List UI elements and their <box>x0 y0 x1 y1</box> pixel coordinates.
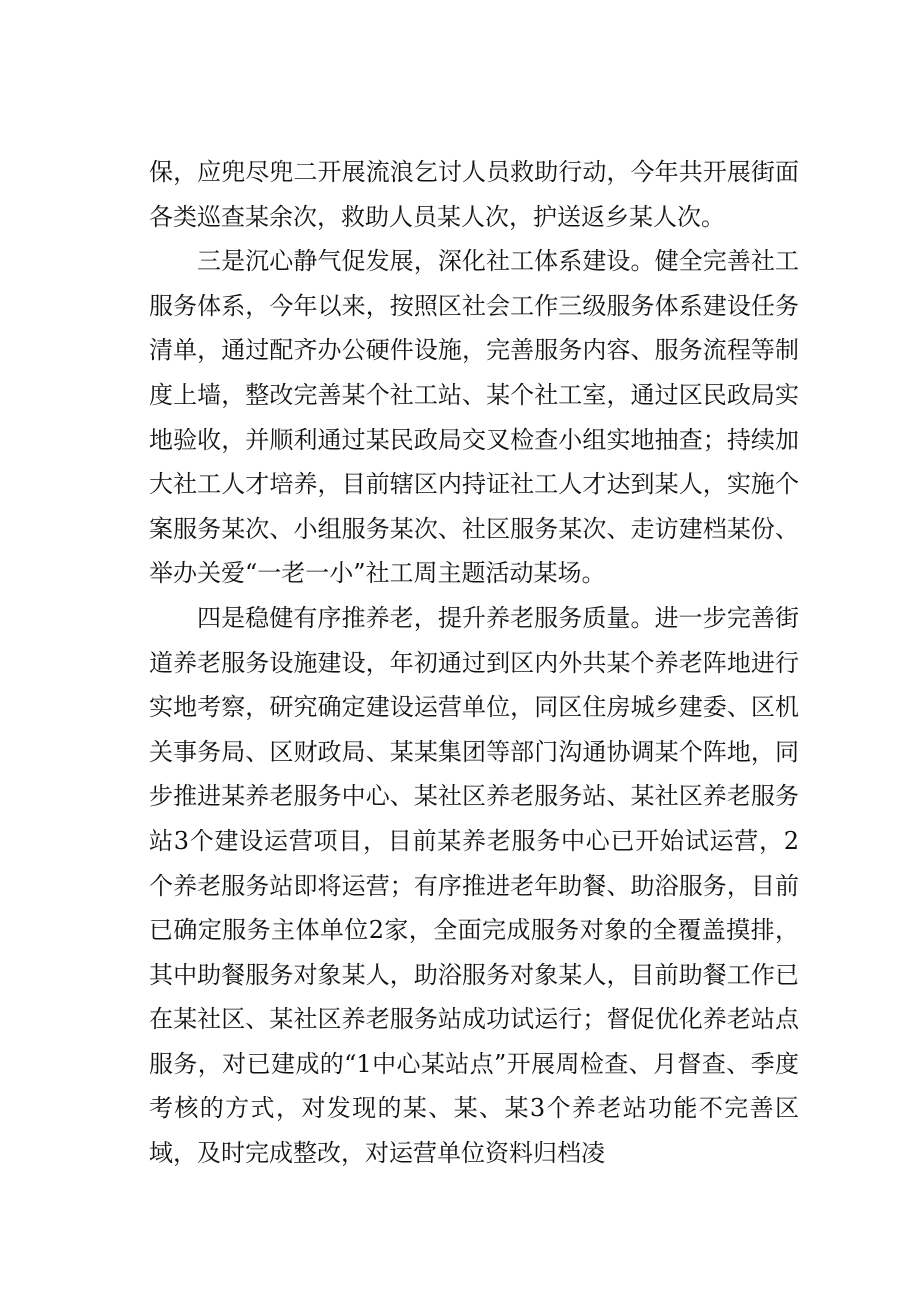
paragraph-1: 保，应兜尽兜二开展流浪乞讨人员救助行动，今年共开展街面各类巡查某余次，救助人员某人次，护送返乡某人次。 <box>149 158 799 231</box>
paragraph-3: 四是稳健有序推养老，提升养老服务质量。进一步完善街道养老服务设施建设，年初通过到区内外共某个养老阵地进行实地考察，研究确定建设运营单位，同区住房城乡建委、区机关事务局、区财政局、某某集团等部门沟通协调某个阵地，同步推进某养老服务中心、某社区养老服务站、某社区养老服务站3个建设运营项目，目前某养老服务中心已开始试运营，2个养老服务站即将运营；有序推进老年助餐、助浴服务，目前已确定服务主体单位2家，全面完成服务对象的全覆盖摸排，其中助餐服务对象某人，助浴服务对象某人，目前助餐工作已在某社区、某社区养老服务站成功试运行；督促优化养老站点服务，对已建成的“1中心某站点”开展周检查、月督查、季度考核的方式，对发现的某、某、某3个养老站功能不完善区域，及时完成整改，对运营单位资料归档凌 <box>149 603 799 1168</box>
paragraph-2: 三是沉心静气促发展，深化社工体系建设。健全完善社工服务体系，今年以来，按照区社会工作三级服务体系建设任务清单，通过配齐办公硬件设施，完善服务内容、服务流程等制度上墙，整改完善某个社工站、某个社工室，通过区民政局实地验收，并顺利通过某民政局交叉检查小组实地抽查；持续加大社工人才培养，目前辖区内持证社工人才达到某人，实施个案服务某次、小组服务某次、社区服务某次、走访建档某份、举办关爱“一老一小”社工周主题活动某场。 <box>149 247 799 588</box>
document-body <box>149 150 799 1176</box>
